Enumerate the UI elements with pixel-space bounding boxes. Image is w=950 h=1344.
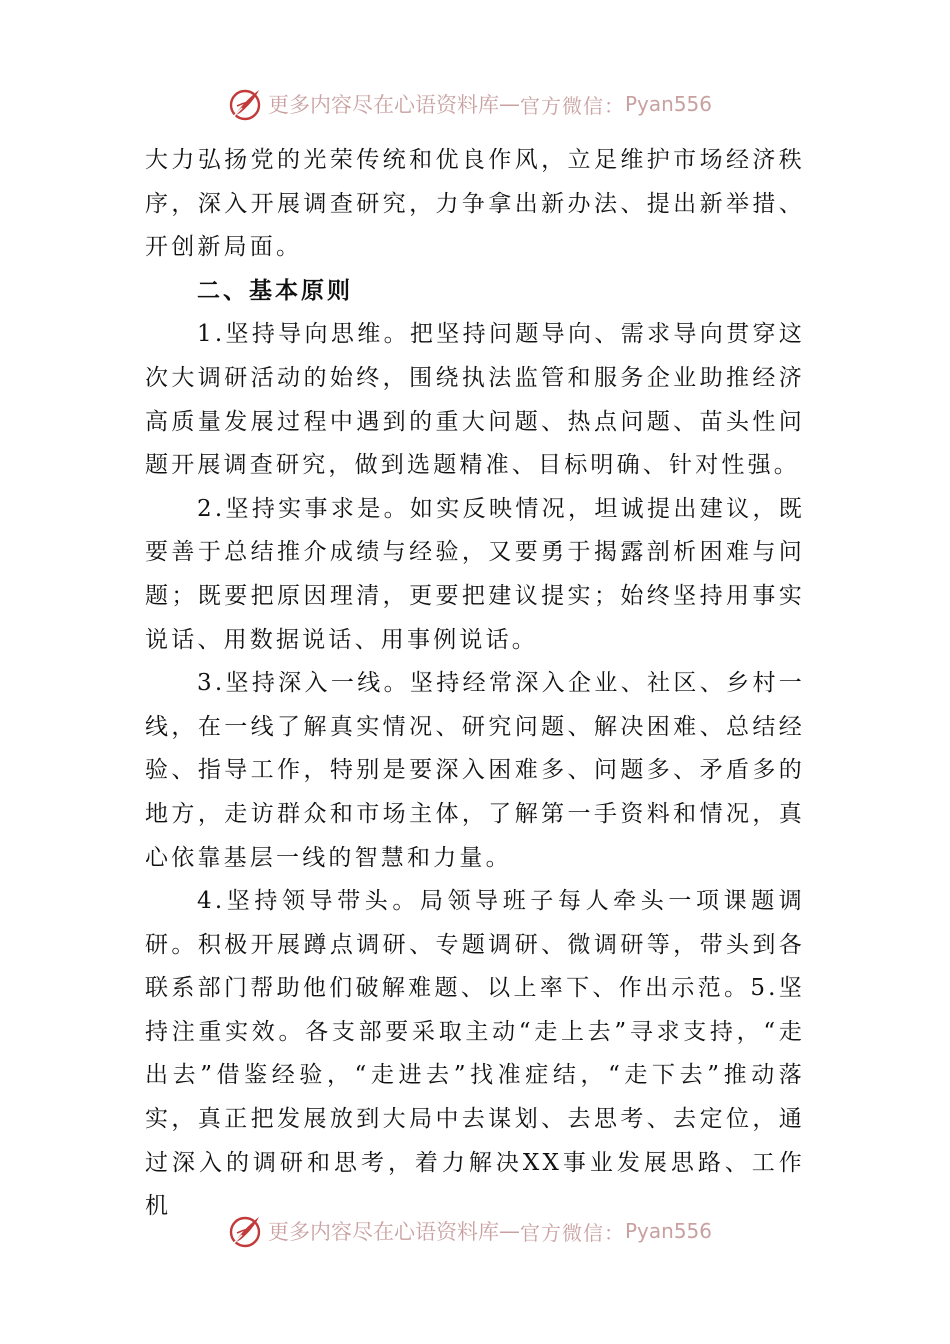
footer-watermark bbox=[228, 1211, 748, 1251]
principle-paragraph-3: 3.坚持深入一线。坚持经常深入企业、社区、乡村一线，在一线了解真实情况、研究问题、解决困难、总结经验、指导工作，特别是要深入困难多、问题多、矛盾多的地方，走访群众和市场主体，了解第一手资料和情况，真心依靠基层一线的智慧和力量。 bbox=[145, 670, 805, 871]
quill-pen-logo-icon bbox=[228, 86, 264, 122]
principle-paragraph-1: 1.坚持导向思维。把坚持问题导向、需求导向贯穿这次大调研活动的始终，围绕执法监管和服务企业助推经济高质量发展过程中遇到的重大问题、热点问题、苗头性问题开展调查研究，做到选题精准、目标明确、针对性强。 bbox=[145, 321, 805, 479]
intro-paragraph: 大力弘扬党的光荣传统和优良作风，立足维护市场经济秩序，深入开展调查研究，力争拿出新办法、提出新举措、开创新局面。 bbox=[145, 147, 805, 261]
section-heading: 二、基本原则 bbox=[197, 277, 353, 304]
watermark-text: 更多内容尽在心语资料库 bbox=[268, 1220, 499, 1244]
principle-paragraph-4: 4.坚持领导带头。局领导班子每人牵头一项课题调研。积极开展蹲点调研、专题调研、微调研等，带头到各联系部门帮助他们破解难题、以上率下、作出示范。5.坚持注重实效。各支部要采取主动“走上去”寻求支持，“走出去”借鉴经验，“走进去”找准症结，“走下去”推动落实，真正把发展放到大局中去谋划、去思考、去定位，通过深入的调研和思考，着力解决XX事业发展思路、工作机 bbox=[145, 888, 805, 1220]
watermark-wechat-id: Pyan556 bbox=[625, 1219, 713, 1243]
watermark-text: 更多内容尽在心语资料库 bbox=[268, 93, 499, 117]
header-watermark bbox=[228, 84, 748, 124]
watermark-separator: — bbox=[499, 92, 520, 116]
watermark-label: 官方微信： bbox=[520, 1220, 625, 1245]
principle-paragraph-2: 2.坚持实事求是。如实反映情况，坦诚提出建议，既要善于总结推介成绩与经验，又要勇于揭露剖析困难与问题；既要把原因理清，更要把建议提实；始终坚持用事实说话、用数据说话、用事例说话。 bbox=[145, 495, 805, 653]
quill-pen-logo-icon bbox=[228, 1213, 264, 1249]
watermark-label: 官方微信： bbox=[520, 93, 625, 118]
watermark-separator: — bbox=[499, 1219, 520, 1243]
watermark-wechat-id: Pyan556 bbox=[625, 92, 713, 116]
document-body bbox=[145, 139, 805, 1229]
